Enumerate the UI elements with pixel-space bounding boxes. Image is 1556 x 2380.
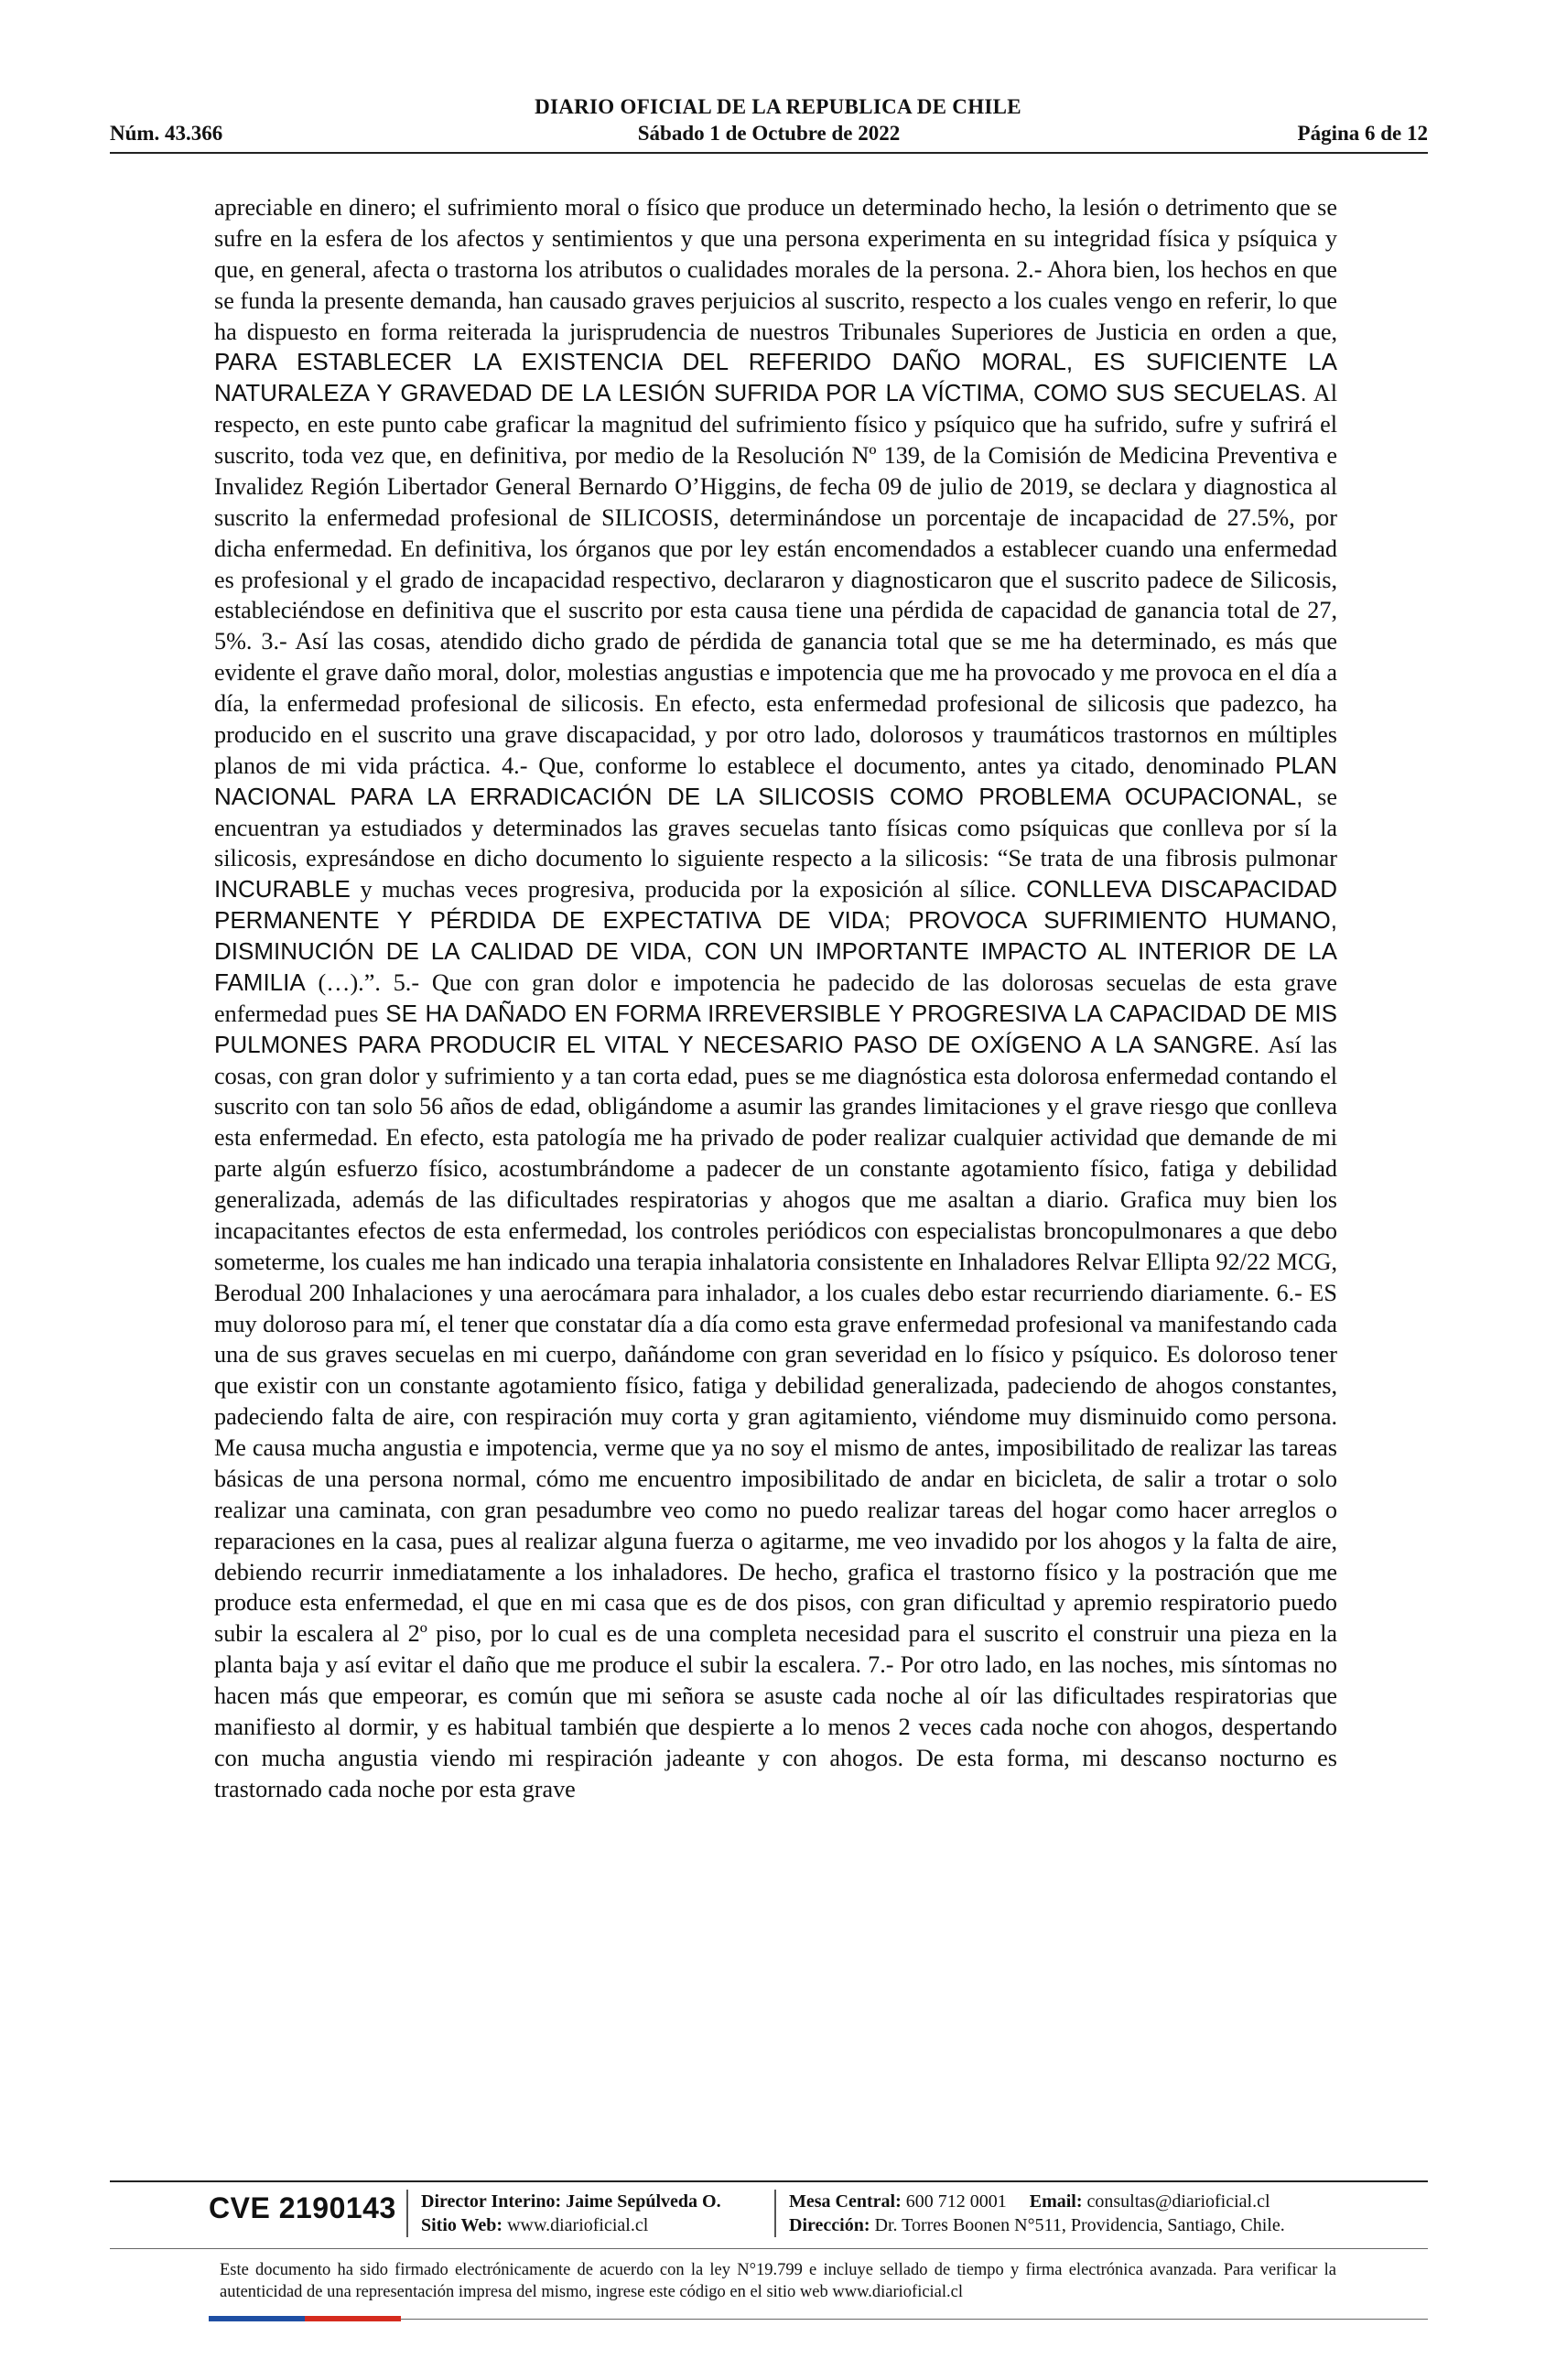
footer-divider-bottom (401, 2319, 1428, 2320)
issue-number: Núm. 43.366 (110, 122, 223, 145)
phone-label: Mesa Central: (789, 2191, 902, 2212)
phone-value: 600 712 0001 (905, 2191, 1007, 2212)
director-name: Jaime Sepúlveda O. (566, 2191, 721, 2212)
address-label: Dirección: (789, 2215, 870, 2235)
body-caps-segment: PLAN NACIONAL PARA LA ERRADICACIÓN DE LA SILICOSIS COMO PROBLEMA OCUPACIONAL, (214, 751, 1337, 810)
header-row (110, 122, 1428, 149)
website-link[interactable]: www.diarioficial.cl (507, 2215, 649, 2235)
footer-divider-top (110, 2180, 1428, 2182)
director-label: Director Interino: (421, 2191, 562, 2212)
flag-red-segment (305, 2316, 401, 2321)
body-text-segment: y muchas veces progresiva, producida por la exposición al sílice. (350, 876, 1027, 903)
footer-contact-block (789, 2190, 1285, 2237)
publication-title: DIARIO OFICIAL DE LA REPUBLICA DE CHILE (535, 95, 1021, 118)
body-caps-segment: INCURABLE (214, 875, 351, 903)
body-caps-segment: PARA ESTABLECER LA EXISTENCIA DEL REFERIDO DAÑO MORAL, ES SUFICIENTE LA NATURALEZA Y GRAVEDAD DE LA LESIÓN SUFRIDA POR LA VÍCTIMA, COMO SUS SECUELAS. (214, 348, 1337, 407)
body-text-segment: se encuentran ya estudiados y determinados las graves secuelas tanto físicas como psíquicas que conlleva por sí la silicosis, expresándose en dicho documento lo siguiente respecto a la silicosis: “Se trata de una fibrosis pulmonar (214, 783, 1337, 872)
legal-notice: Este documento ha sido firmado electrónicamente de acuerdo con la ley N°19.799 e incluye sellado de tiempo y firma electrónica avanzada. Para verificar la autenticidad de una representación impresa del mismo, ingrese este código en el sitio web www.diarioficial.cl (220, 2261, 1336, 2301)
body-caps-segment: CONLLEVA DISCAPACIDAD PERMANENTE Y PÉRDIDA DE EXPECTATIVA DE VIDA; PROVOCA SUFRIMIENTO HUMANO, DISMINUCIÓN DE LA CALIDAD DE VIDA, CON UN IMPORTANTE IMPACTO AL INTERIOR DE LA FAMILIA (214, 875, 1337, 996)
page-indicator: Página 6 de 12 (1297, 122, 1428, 145)
website-label: Sitio Web: (421, 2215, 503, 2235)
body-paragraph (214, 192, 1337, 1805)
body-caps-segment: SE HA DAÑADO EN FORMA IRREVERSIBLE Y PROGRESIVA LA CAPACIDAD DE MIS PULMONES PARA PRODUCIR EL VITAL Y NECESARIO PASO DE OXÍGENO A LA SANGRE. (214, 999, 1337, 1058)
email-link[interactable]: consultas@diarioficial.cl (1086, 2191, 1270, 2212)
body-text-segment: (…).”. 5.- Que con gran dolor e impotencia he padecido de las dolorosas secuelas de esta grave enfermedad pues (214, 968, 1337, 1027)
address-value: Dr. Torres Boonen N°511, Providencia, Santiago, Chile. (874, 2215, 1285, 2235)
footer-director-block (421, 2190, 721, 2237)
email-label: Email: (1029, 2191, 1083, 2212)
header-divider (110, 152, 1428, 154)
body-text-segment: Al respecto, en este punto cabe graficar la magnitud del sufrimiento físico y psíquico que ha sufrido, sufre y sufrirá el suscrito, toda vez que, en definitiva, por medio de la Resolución Nº 139, de la Comisión de Medicina Preventiva e Invalidez Región Libertador General Bernardo O’Higgins, de fecha 09 de julio de 2019, se declara y diagnostica al suscrito la enfermedad profesional de SILICOSIS, determinándose un porcentaje de incapacidad de 27.5%, por dicha enfermedad. En definitiva, los órganos que por ley están encomendados a establecer cuando una enfermedad es profesional y el grado de incapacidad respectivo, declararon y diagnosticaron que el suscrito padece de Silicosis, estableciéndose en definitiva que el suscrito por esta causa tiene una pérdida de capacidad de ganancia total de 27, 5%. 3.- Así las cosas, atendido dicho grado de pérdida de ganancia total que se me ha determinado, es más que evidente el grave daño moral, dolor, molestias angustias e impotencia que me ha provocado y me provoca en el día a día, la enfermedad profesional de silicosis. En efecto, esta enfermedad profesional de silicosis que padezco, ha producido en el suscrito una grave discapacidad, y por otro lado, dolorosos y traumáticos trastornos en múltiples planos de mi vida práctica. 4.- Que, conforme lo establece el documento, antes ya citado, denominado (214, 380, 1337, 779)
issue-date: Sábado 1 de Octubre de 2022 (637, 122, 901, 145)
cve-code: CVE 2190143 (209, 2191, 396, 2224)
body-text-segment: Así las cosas, con gran dolor y sufrimiento y a tan corta edad, pues se me diagnóstica esta dolorosa enfermedad contando el suscrito con tan solo 56 años de edad, obligándome a asumir las grandes limitaciones y el grave riesgo que conlleva esta enfermedad. En efecto, esta patología me ha privado de poder realizar cualquier actividad que demande de mi parte algún esfuerzo físico, acostumbrándome a padecer de un constante agotamiento físico, fatiga y debilidad generalizada, además de las dificultades respiratorias y ahogos que me asaltan a diario. Grafica muy bien los incapacitantes efectos de esta enfermedad, los controles periódicos con especialistas broncopulmonares a que debo someterme, los cuales me han indicado una terapia inhalatoria consistente en Inhaladores Relvar Ellipta 92/22 MCG, Berodual 200 Inhalaciones y una aerocámara para inhalador, a los cuales debo estar recurriendo diariamente. 6.- ES muy doloroso para mí, el tener que constatar día a día como esta grave enfermedad profesional va manifestando cada una de sus graves secuelas en mi cuerpo, dañándome con gran severidad en lo físico y psíquico. Es doloroso tener que existir con un constante agotamiento físico, fatiga y debilidad generalizada, padeciendo de ahogos constantes, padeciendo falta de aire, con respiración muy corta y gran agitamiento, viéndome muy disminuido como persona. Me causa mucha angustia e impotencia, verme que ya no soy el mismo de antes, imposibilitado de realizar las tareas básicas de una persona normal, cómo me encuentro imposibilitado de andar en bicicleta, de salir a trotar o solo realizar una caminata, con gran pesadumbre veo como no puedo realizar tareas del hogar como hacer arreglos o reparaciones en la casa, pues al realizar alguna fuerza o agitarme, me veo invadido por los ahogos y la falta de aire, debiendo recurrir inmediatamente a los inhaladores. De hecho, grafica el trastorno físico y la postración que me produce esta enfermedad, el que en mi casa que es de dos pisos, con gran dificultad y apremio respiratorio puedo subir la escalera al 2º piso, por lo cual es de una completa necesidad para el suscrito el construir una pieza en la planta baja y así evitar el daño que me produce el subir la escalera. 7.- Por otro lado, en las noches, mis síntomas no hacen más que empeorar, es común que mi señora se asuste cada noche al oír las dificultades respiratorias que manifiesto al dormir, y es habitual también que despierte a lo menos 2 veces cada noche con ahogos, despertando con mucha angustia viendo mi respiración jadeante y con ahogos. De esta forma, mi descanso nocturno es trastornado cada noche por esta grave (214, 1031, 1337, 1802)
body-text-segment: apreciable en dinero; el sufrimiento moral o físico que produce un determinado hecho, la lesión o detrimento que se sufre en la esfera de los afectos y sentimientos y que una persona experimenta en su integridad física y psíquica y que, en general, afecta o trastorna los atributos o cualidades morales de la persona. 2.- Ahora bien, los hechos en que se funda la presente demanda, han causado graves perjuicios al suscrito, respecto a los cuales vengo en referir, lo que ha dispuesto en forma reiterada la jurisprudencia de nuestros Tribunales Superiores de Justicia en orden a que, (214, 194, 1337, 345)
footer-separator (774, 2190, 776, 2237)
flag-blue-segment (209, 2316, 305, 2321)
footer-divider-middle (110, 2248, 1428, 2249)
footer-separator (406, 2190, 408, 2237)
flag-stripe (209, 2316, 401, 2321)
